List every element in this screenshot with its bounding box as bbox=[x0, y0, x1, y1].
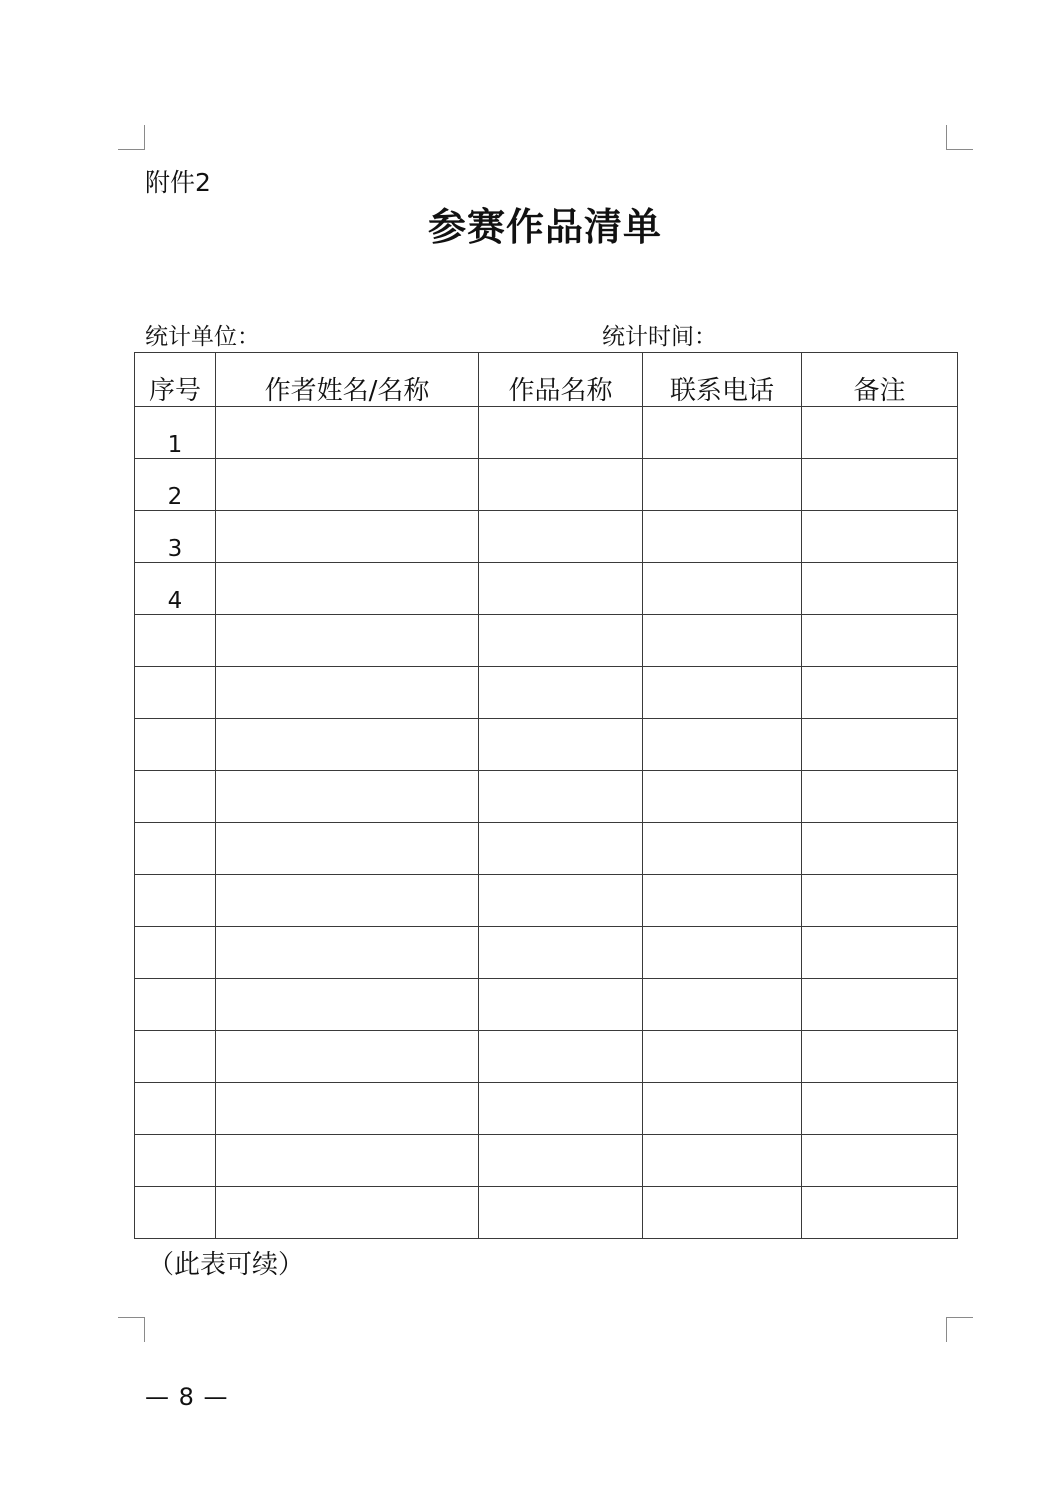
cell-author bbox=[216, 511, 479, 563]
cell-author bbox=[216, 823, 479, 875]
cell-index bbox=[135, 1031, 216, 1083]
cell-index bbox=[135, 771, 216, 823]
cell-remarks bbox=[802, 667, 958, 719]
cell-index bbox=[135, 719, 216, 771]
header-phone: 联系电话 bbox=[643, 353, 802, 407]
header-author: 作者姓名/名称 bbox=[216, 353, 479, 407]
cell-remarks bbox=[802, 979, 958, 1031]
cell-remarks bbox=[802, 719, 958, 771]
table-row bbox=[135, 459, 958, 511]
header-remarks: 备注 bbox=[802, 353, 958, 407]
cell-phone bbox=[643, 927, 802, 979]
cell-index bbox=[135, 927, 216, 979]
cell-phone bbox=[643, 459, 802, 511]
cell-author bbox=[216, 1135, 479, 1187]
cell-work-title bbox=[479, 979, 643, 1031]
cell-author bbox=[216, 459, 479, 511]
cell-author bbox=[216, 407, 479, 459]
table-row bbox=[135, 875, 958, 927]
cell-phone bbox=[643, 667, 802, 719]
cell-author bbox=[216, 1031, 479, 1083]
table-row bbox=[135, 823, 958, 875]
cell-remarks bbox=[802, 771, 958, 823]
cell-author bbox=[216, 1083, 479, 1135]
cell-work-title bbox=[479, 927, 643, 979]
continuation-note: （此表可续） bbox=[148, 1250, 305, 1280]
cell-index: 1 bbox=[135, 407, 216, 459]
table-row bbox=[135, 511, 958, 563]
table-row bbox=[135, 771, 958, 823]
time-label: 统计时间： bbox=[602, 324, 717, 350]
header-work-title: 作品名称 bbox=[479, 353, 643, 407]
cell-index bbox=[135, 1187, 216, 1239]
cell-remarks bbox=[802, 407, 958, 459]
cell-remarks bbox=[802, 511, 958, 563]
cell-author bbox=[216, 563, 479, 615]
cell-index bbox=[135, 1135, 216, 1187]
crop-mark-bottom-right bbox=[946, 1317, 973, 1342]
cell-phone bbox=[643, 823, 802, 875]
table-row bbox=[135, 719, 958, 771]
table-row bbox=[135, 927, 958, 979]
cell-index bbox=[135, 667, 216, 719]
cell-phone bbox=[643, 979, 802, 1031]
table-row bbox=[135, 563, 958, 615]
cell-work-title bbox=[479, 667, 643, 719]
cell-phone bbox=[643, 1083, 802, 1135]
table-header-row bbox=[135, 353, 958, 407]
unit-label: 统计单位： bbox=[145, 324, 260, 350]
table-row bbox=[135, 1083, 958, 1135]
cell-index bbox=[135, 823, 216, 875]
cell-work-title bbox=[479, 1031, 643, 1083]
table-row bbox=[135, 1187, 958, 1239]
crop-mark-top-right bbox=[946, 125, 973, 150]
cell-remarks bbox=[802, 875, 958, 927]
cell-index bbox=[135, 1083, 216, 1135]
table-row bbox=[135, 979, 958, 1031]
cell-work-title bbox=[479, 511, 643, 563]
cell-index: 2 bbox=[135, 459, 216, 511]
cell-remarks bbox=[802, 459, 958, 511]
table-row bbox=[135, 1135, 958, 1187]
cell-phone bbox=[643, 1031, 802, 1083]
crop-mark-bottom-left bbox=[118, 1317, 145, 1342]
crop-mark-top-left bbox=[118, 125, 145, 150]
cell-work-title bbox=[479, 459, 643, 511]
cell-remarks bbox=[802, 1083, 958, 1135]
cell-work-title bbox=[479, 1187, 643, 1239]
attachment-label: 附件2 bbox=[145, 168, 211, 197]
cell-remarks bbox=[802, 823, 958, 875]
table-row bbox=[135, 1031, 958, 1083]
cell-author bbox=[216, 615, 479, 667]
cell-work-title bbox=[479, 563, 643, 615]
cell-author bbox=[216, 875, 479, 927]
cell-remarks bbox=[802, 1031, 958, 1083]
cell-index: 4 bbox=[135, 563, 216, 615]
cell-phone bbox=[643, 1135, 802, 1187]
cell-phone bbox=[643, 875, 802, 927]
cell-author bbox=[216, 771, 479, 823]
entries-table bbox=[134, 352, 958, 1239]
cell-work-title bbox=[479, 615, 643, 667]
cell-work-title bbox=[479, 719, 643, 771]
table-row bbox=[135, 615, 958, 667]
table-row bbox=[135, 667, 958, 719]
header-index: 序号 bbox=[135, 353, 216, 407]
table-body bbox=[135, 407, 958, 1239]
cell-work-title bbox=[479, 875, 643, 927]
cell-index bbox=[135, 979, 216, 1031]
page-title: 参赛作品清单 bbox=[427, 205, 662, 249]
cell-remarks bbox=[802, 615, 958, 667]
cell-author bbox=[216, 719, 479, 771]
cell-phone bbox=[643, 771, 802, 823]
cell-remarks bbox=[802, 1187, 958, 1239]
page-number: — 8 — bbox=[145, 1383, 229, 1411]
cell-work-title bbox=[479, 771, 643, 823]
cell-work-title bbox=[479, 1083, 643, 1135]
cell-phone bbox=[643, 1187, 802, 1239]
cell-work-title bbox=[479, 823, 643, 875]
cell-index bbox=[135, 615, 216, 667]
cell-author bbox=[216, 979, 479, 1031]
cell-phone bbox=[643, 563, 802, 615]
cell-index: 3 bbox=[135, 511, 216, 563]
cell-remarks bbox=[802, 927, 958, 979]
cell-phone bbox=[643, 511, 802, 563]
cell-work-title bbox=[479, 1135, 643, 1187]
cell-author bbox=[216, 667, 479, 719]
cell-remarks bbox=[802, 1135, 958, 1187]
table-row bbox=[135, 407, 958, 459]
cell-index bbox=[135, 875, 216, 927]
cell-phone bbox=[643, 407, 802, 459]
cell-phone bbox=[643, 615, 802, 667]
cell-work-title bbox=[479, 407, 643, 459]
cell-author bbox=[216, 1187, 479, 1239]
cell-remarks bbox=[802, 563, 958, 615]
cell-author bbox=[216, 927, 479, 979]
cell-phone bbox=[643, 719, 802, 771]
